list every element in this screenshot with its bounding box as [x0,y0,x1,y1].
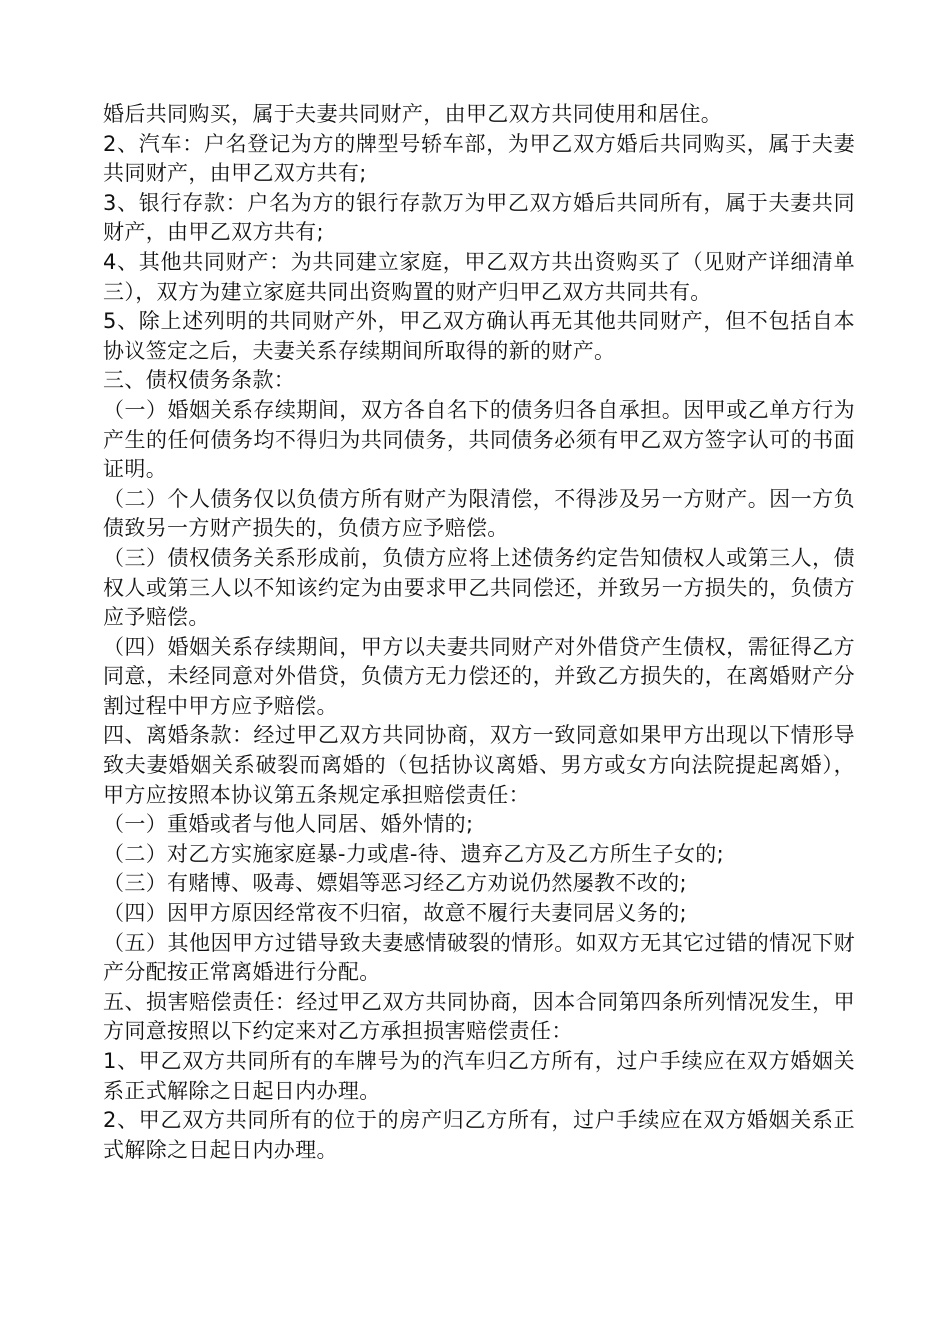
paragraph-debt-item-2: （二）个人债务仅以负债方所有财产为限清偿，不得涉及另一方财产。因一方负债致另一方财产损失的，负债方应予赔偿。 [103,486,855,541]
paragraph-shared-purchase-clause: 婚后共同购买，属于夫妻共同财产，由甲乙双方共同使用和居住。 [103,102,723,126]
paragraph-damages-item-1: 1、甲乙双方共同所有的车牌号为的汽车归乙方所有，过户手续应在双方婚姻关系正式解除之日起日内办理。 [103,1049,855,1103]
paragraph-divorce-item-5: （五）其他因甲方过错导致夫妻感情破裂的情形。如双方无其它过错的情况下财产分配按正常离婚进行分配。 [103,930,855,985]
paragraph-debt-item-4: （四）婚姻关系存续期间，甲方以夫妻共同财产对外借贷产生债权，需征得乙方同意，未经同意对外借贷，负债方无力偿还的，并致乙方损失的，在离婚财产分割过程中甲方应予赔偿。 [103,634,855,718]
paragraph-divorce-item-2: （二）对乙方实施家庭暴-力或虐-待、遗弃乙方及乙方所生子女的; [103,841,725,866]
section-heading-divorce-terms: 四、离婚条款：经过甲乙双方共同协商，双方一致同意如果甲方出现以下情形导致夫妻婚姻关系破裂而离婚的（包括协议离婚、男方或女方向法院提起离婚），甲方应按照本协议第五条规定承担赔偿责任： [103,723,855,807]
paragraph-divorce-item-1: （一）重婚或者与他人同居、婚外情的; [103,812,474,837]
paragraph-car-clause: 2、汽车：户名登记为方的牌型号轿车部，为甲乙双方婚后共同购买，属于夫妻共同财产，由甲乙双方共有; [103,131,855,186]
paragraph-divorce-item-3: （三）有赌博、吸毒、嫖娼等恶习经乙方劝说仍然屡教不改的; [103,871,687,896]
section-heading-damages: 五、损害赔偿责任：经过甲乙双方共同协商，因本合同第四条所列情况发生，甲方同意按照以下约定来对乙方承担损害赔偿责任： [103,989,855,1044]
paragraph-bank-deposit-clause: 3、银行存款：户名为方的银行存款万为甲乙双方婚后共同所有，属于夫妻共同财产，由甲乙双方共有; [103,190,855,245]
paragraph-debt-item-3: （三）债权债务关系形成前，负债方应将上述债务约定告知债权人或第三人，债权人或第三人以不知该约定为由要求甲乙共同偿还，并致另一方损失的，负债方应予赔偿。 [103,545,855,630]
paragraph-exclusion-clause: 5、除上述列明的共同财产外，甲乙双方确认再无其他共同财产，但不包括自本协议签定之后，夫妻关系存续期间所取得的新的财产。 [103,309,855,363]
paragraph-damages-item-2: 2、甲乙双方共同所有的位于的房产归乙方所有，过户手续应在双方婚姻关系正式解除之日起日内办理。 [103,1108,855,1162]
paragraph-divorce-item-4: （四）因甲方原因经常夜不归宿，故意不履行夫妻同居义务的; [103,901,687,926]
section-heading-debt-terms: 三、债权债务条款： [103,368,296,393]
paragraph-other-property-clause: 4、其他共同财产：为共同建立家庭，甲乙双方共出资购买了（见财产详细清单三），双方为建立家庭共同出资购置的财产归甲乙双方共同共有。 [103,249,855,304]
paragraph-debt-item-1: （一）婚姻关系存续期间，双方各自名下的债务归各自承担。因甲或乙单方行为产生的任何债务均不得归为共同债务，共同债务必须有甲乙双方签字认可的书面证明。 [103,397,855,482]
document-page [103,100,855,1165]
